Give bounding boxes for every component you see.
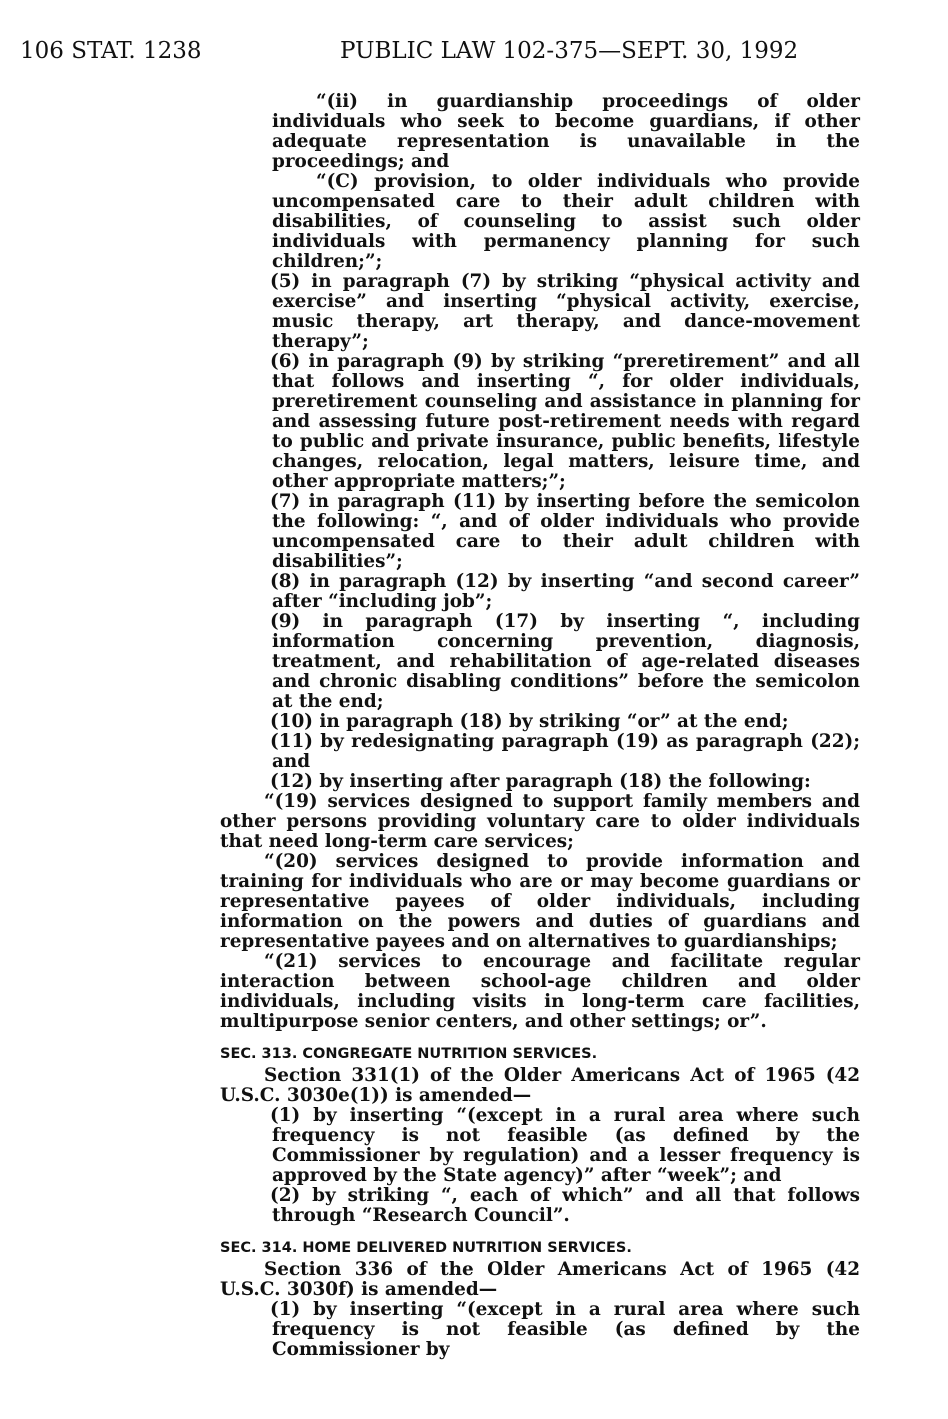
amendment-paragraph-12: (12) by inserting after paragraph (18) the following: [270,771,811,792]
inserted-paragraph-20: “(20) services designed to provide information and training for individuals who are or may become guardians or representative payees of older individuals, including information on the powers and duties of guardians and representative payees and on alternatives to guardianships; [220,851,860,952]
section-313-heading: SEC. 313. CONGREGATE NUTRITION SERVICES. [220,1046,598,1062]
section-314-heading: SEC. 314. HOME DELIVERED NUTRITION SERVICES. [220,1240,632,1256]
section-313-intro: Section 331(1) of the Older Americans Act of 1965 (42 U.S.C. 3030e(1)) is amended— [220,1065,860,1106]
amendment-paragraph-8: (8) in paragraph (12) by inserting “and second career” after “including job”; [270,571,860,612]
section-313-item-2: (2) by striking “, each of which” and all that follows through “Research Council”. [270,1185,860,1226]
subparagraph-c: “(C) provision, to older individuals who provide uncompensated care to their adult children with disabilities, of counseling to assist such older individuals with permanency planning for such children;”; [272,171,860,272]
amendment-paragraph-9: (9) in paragraph (17) by inserting “, including information concerning prevention, diagnosis, treatment, and rehabilitation of age-related diseases and chronic disabling conditions” before the semicolon at the end; [270,611,860,712]
amendment-paragraph-6: (6) in paragraph (9) by striking “preretirement” and all that follows and inserting “, for older individuals, preretirement counseling and assistance in planning for and assessing future post-retirement needs with regard to public and private insurance, public benefits, lifestyle changes, relocation, legal matters, leisure time, and other appropriate matters;”; [270,351,860,492]
stat-page-number: 106 STAT. 1238 [20,38,202,64]
public-law-citation: PUBLIC LAW 102-375—SEPT. 30, 1992 [340,38,799,64]
inserted-paragraph-21: “(21) services to encourage and facilitate regular interaction between school-age children and older individuals, including visits in long-term care facilities, multipurpose senior centers, and other settings; or”. [220,951,860,1032]
section-313-item-1: (1) by inserting “(except in a rural area where such frequency is not feasible (as defined by the Commissioner by regulation) and a lesser frequency is approved by the State agency)” after “week”; and [270,1105,860,1186]
section-314-item-1: (1) by inserting “(except in a rural area where such frequency is not feasible (as defined by the Commissioner by [270,1299,860,1360]
amendment-paragraph-5: (5) in paragraph (7) by striking “physical activity and exercise” and inserting “physical activity, exercise, music therapy, art therapy, and dance-movement therapy”; [270,271,860,352]
document-body [220,92,860,1360]
inserted-paragraph-19: “(19) services designed to support family members and other persons providing voluntary care to older individuals that need long-term care services; [220,791,860,852]
clause-ii: “(ii) in guardianship proceedings of older individuals who seek to become guardians, if other adequate representation is unavailable in the proceedings; and [272,91,860,172]
amendment-paragraph-7: (7) in paragraph (11) by inserting before the semicolon the following: “, and of older individuals who provide uncompensated care to their adult children with disabilities”; [270,491,860,572]
amendment-paragraph-10: (10) in paragraph (18) by striking “or” at the end; [270,711,789,732]
section-314-intro: Section 336 of the Older Americans Act of 1965 (42 U.S.C. 3030f) is amended— [220,1259,860,1300]
page-header [20,38,928,68]
amendment-paragraph-11: (11) by redesignating paragraph (19) as paragraph (22); and [270,731,860,772]
